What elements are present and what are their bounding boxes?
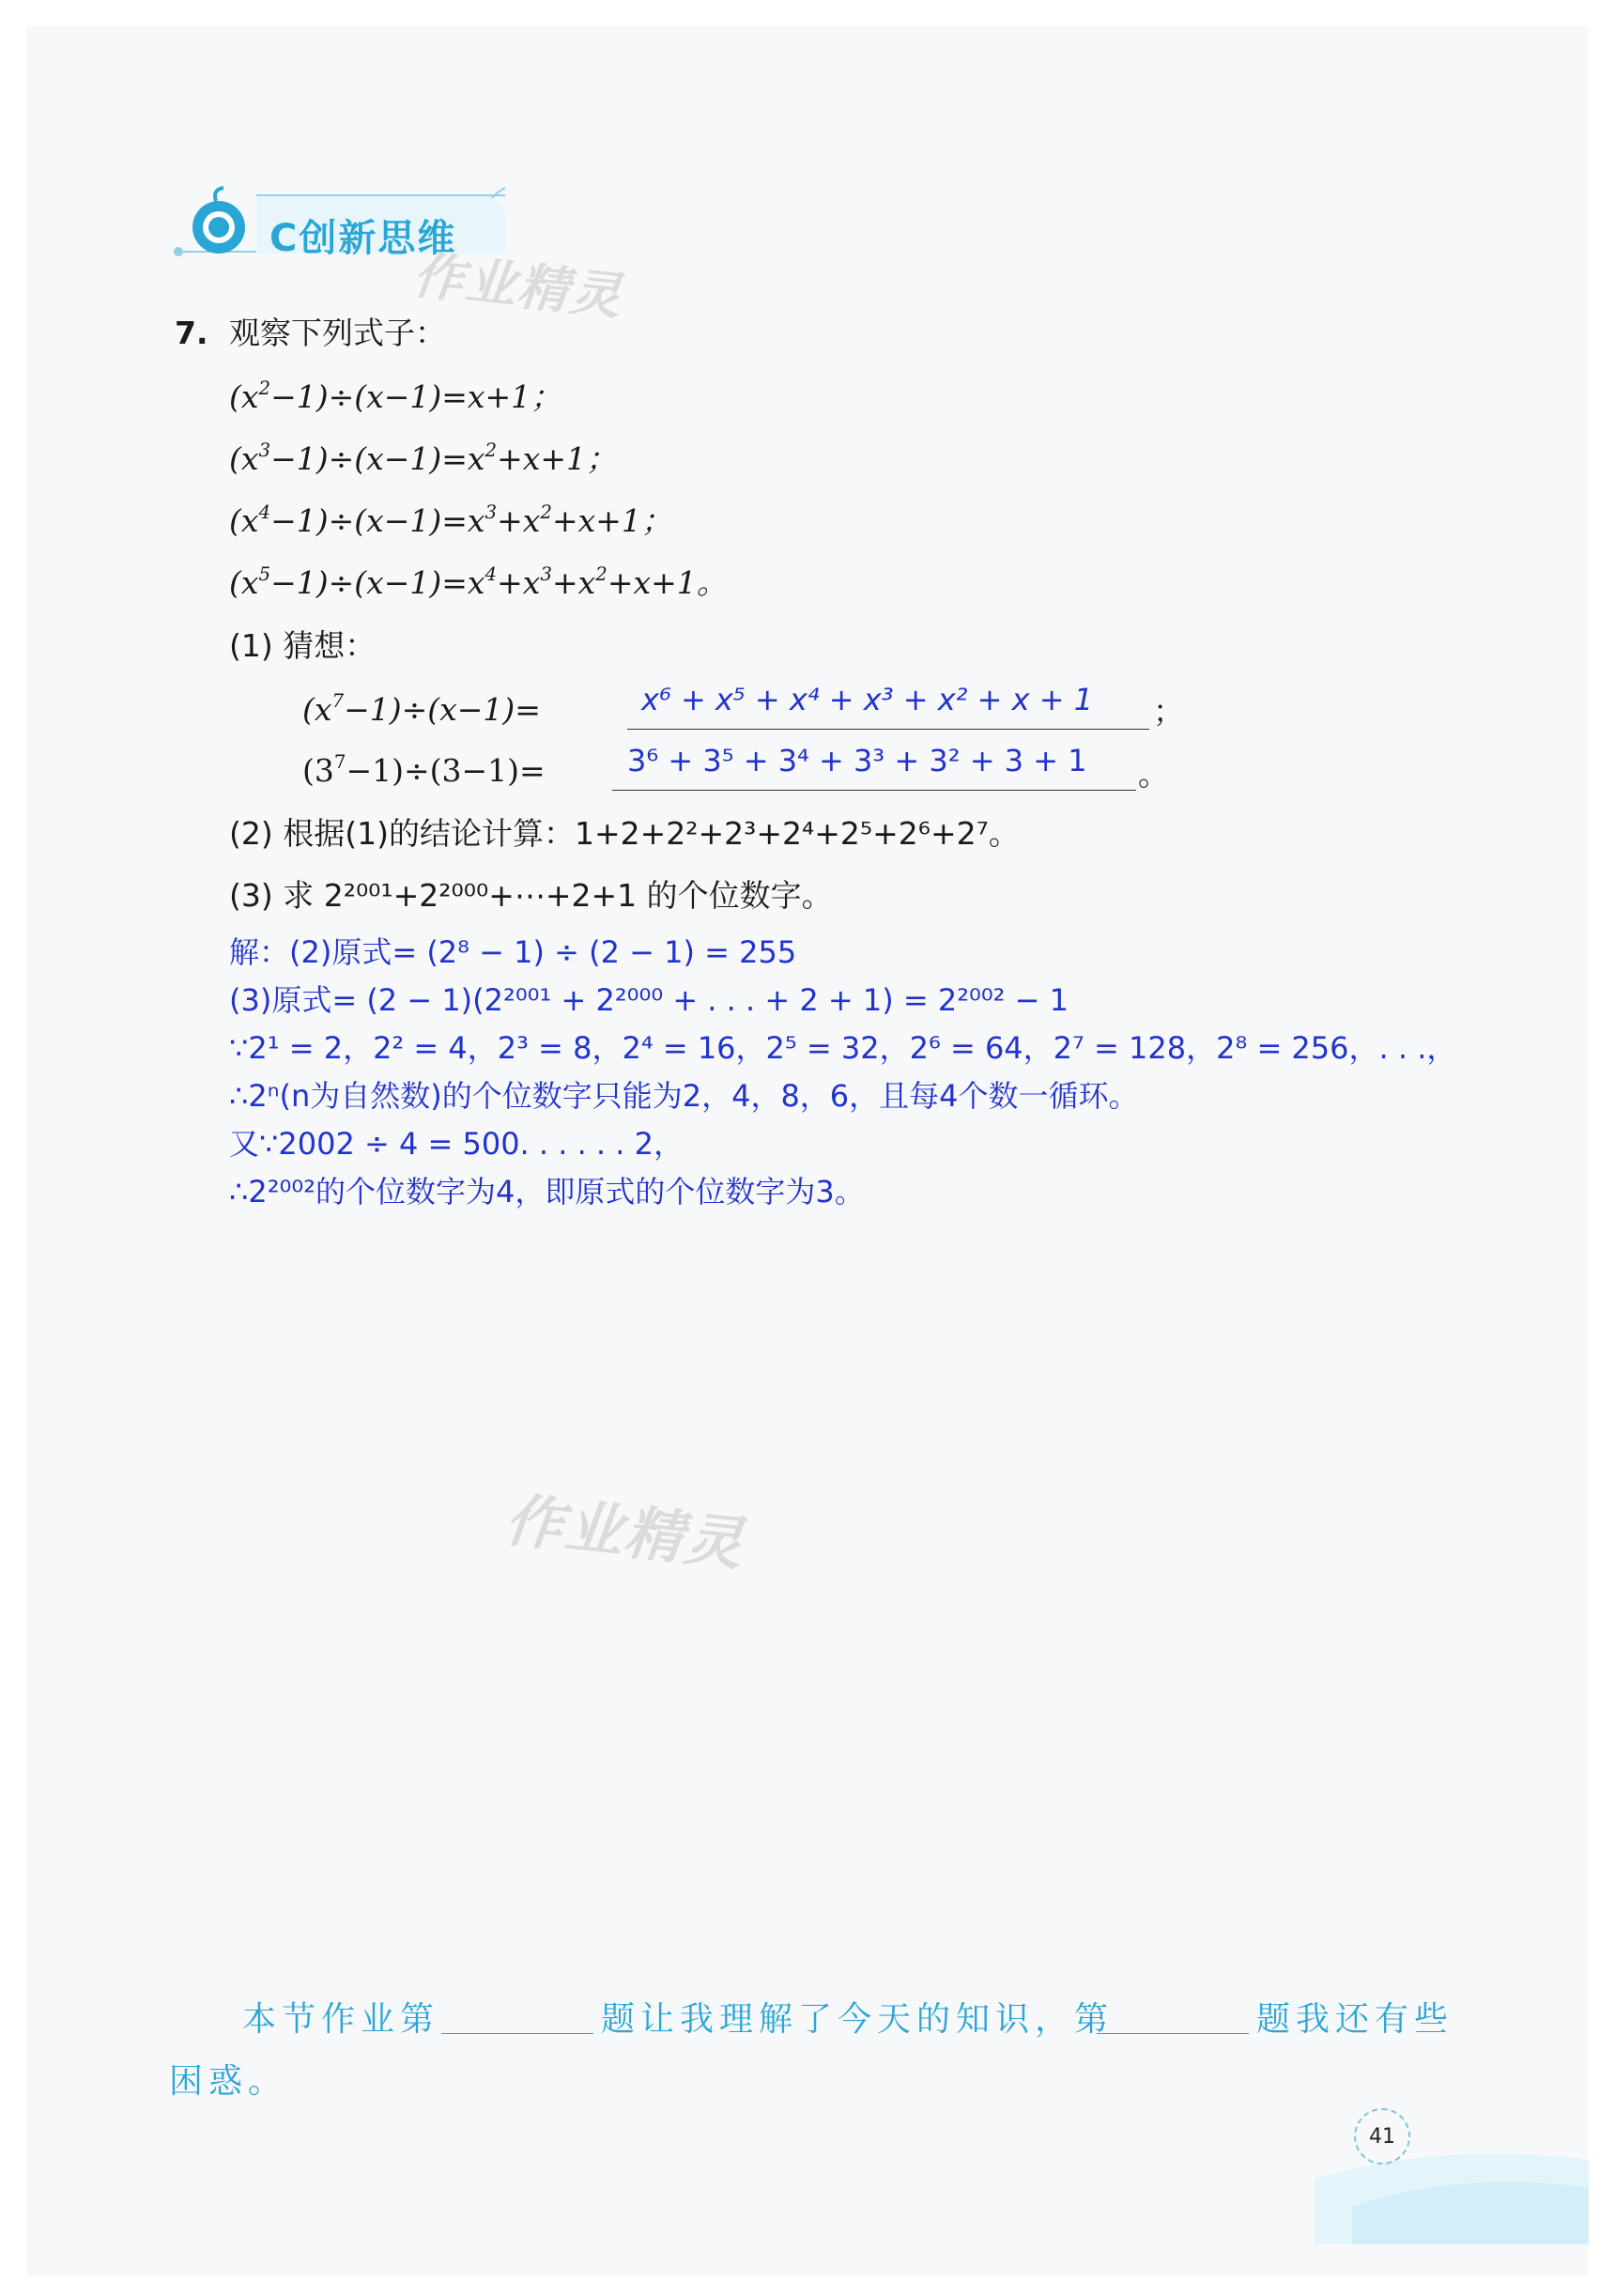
watermark: 作业精灵 — [501, 1485, 748, 1579]
part1-question-2: $(3^7-1)\div(3-1)=$ — [302, 751, 546, 789]
part1-question-1: $(x^7-1)\div(x-1)=$ — [302, 690, 541, 728]
solution-line: ∴2²⁰⁰²的个位数字为4，即原式的个位数字为3。 — [229, 1174, 865, 1210]
section-title: C创新思维 — [269, 217, 457, 260]
punct: ； — [1153, 693, 1184, 730]
answer-2: 3⁶ + 3⁵ + 3⁴ + 3³ + 3² + 3 + 1 — [627, 743, 1087, 778]
answer-1: x⁶ + x⁵ + x⁴ + x³ + x² + x + 1 — [641, 682, 1094, 717]
part1-label: (1) 猜想： — [229, 627, 377, 664]
part3-text: (3) 求 2²⁰⁰¹+2²⁰⁰⁰+⋯+2+1 的个位数字。 — [229, 877, 833, 914]
solution-line: ∵2¹ = 2，2² = 4，2³ = 8，2⁴ = 16，2⁵ = 32，2⁶ = 64，2⁷ = 128，2⁸ = 256，. . .， — [229, 1030, 1457, 1066]
punct: 。 — [1138, 756, 1169, 793]
solution-line: (3)原式= (2 − 1)(2²⁰⁰¹ + 2²⁰⁰⁰ + . . . + 2 + 1) = 2²⁰⁰² − 1 — [229, 982, 1069, 1018]
solution-line: 解：(2)原式= (2⁸ − 1) ÷ (2 − 1) = 255 — [229, 934, 797, 970]
formula-line: $(x^5-1)\div(x-1)=x^4+x^3+x^2+x+1$。 — [229, 563, 728, 601]
formula-line: $(x^3-1)\div(x-1)=x^2+x+1$； — [229, 439, 618, 477]
answer-blank-2 — [612, 790, 1136, 791]
formula-line: $(x^4-1)\div(x-1)=x^3+x^2+x+1$； — [229, 501, 672, 539]
footer-blank-2[interactable] — [1097, 2033, 1249, 2034]
problem-prompt: 观察下列式子： — [229, 315, 446, 351]
part2-text: (2) 根据(1)的结论计算：1+2+2²+2³+2⁴+2⁵+2⁶+2⁷。 — [229, 815, 1020, 852]
footer-blank-1[interactable] — [441, 2033, 593, 2034]
footer-text-3: 题我还有些 — [1256, 2000, 1454, 2039]
solution-line: ∴2ⁿ(n为自然数)的个位数字只能为2，4，8，6，且每4个数一循环。 — [229, 1078, 1139, 1114]
answer-blank-1 — [627, 729, 1149, 730]
page-number: 41 — [1354, 2108, 1410, 2165]
solution-line: 又∵2002 ÷ 4 = 500. . . . . . 2， — [229, 1126, 684, 1162]
footer-text-4: 困惑。 — [169, 2062, 288, 2101]
formula-line: $(x^2-1)\div(x-1)=x+1$； — [229, 378, 562, 415]
footer-text-2: 题让我理解了今天的知识，第 — [601, 2000, 1115, 2039]
footer-text-1: 本节作业第 — [242, 2000, 440, 2039]
watermark: 作业精灵 — [409, 245, 626, 327]
problem-number: 7. — [175, 315, 208, 351]
corner-wave-decoration — [1315, 2141, 1589, 2244]
